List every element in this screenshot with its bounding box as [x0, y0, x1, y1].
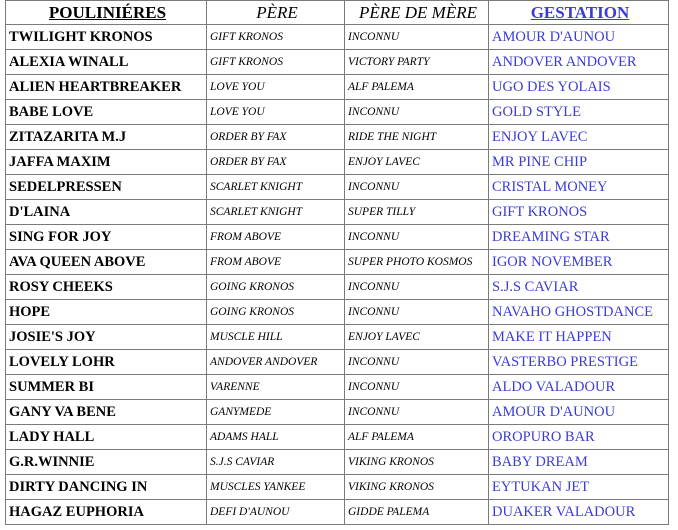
gestation-cell: MR PINE CHIP — [489, 150, 669, 175]
table-row — [6, 425, 669, 450]
sire-cell: ANDOVER ANDOVER — [207, 350, 345, 375]
mare-name-cell: G.R.WINNIE — [6, 450, 207, 475]
mare-name-cell: ALEXIA WINALL — [6, 50, 207, 75]
gestation-cell: OROPURO BAR — [489, 425, 669, 450]
mare-name-cell: TWILIGHT KRONOS — [6, 25, 207, 50]
header-row — [6, 1, 669, 25]
mare-name-cell: ZITAZARITA M.J — [6, 125, 207, 150]
table-body — [6, 25, 669, 525]
gestation-cell: GIFT KRONOS — [489, 200, 669, 225]
table-row — [6, 350, 669, 375]
table-row — [6, 475, 669, 500]
table-row — [6, 150, 669, 175]
sire-cell: GOING KRONOS — [207, 300, 345, 325]
sire-cell: SCARLET KNIGHT — [207, 175, 345, 200]
table-row — [6, 25, 669, 50]
table-row — [6, 250, 669, 275]
gestation-cell: DREAMING STAR — [489, 225, 669, 250]
header-sire: PÈRE — [207, 1, 345, 25]
gestation-cell: NAVAHO GHOSTDANCE — [489, 300, 669, 325]
mare-name-cell: SUMMER BI — [6, 375, 207, 400]
table-row — [6, 125, 669, 150]
gestation-cell: S.J.S CAVIAR — [489, 275, 669, 300]
dam-sire-cell: ENJOY LAVEC — [345, 150, 489, 175]
header-mare: POULINIÉRES — [6, 1, 207, 25]
mare-name-cell: JAFFA MAXIM — [6, 150, 207, 175]
dam-sire-cell: VIKING KRONOS — [345, 450, 489, 475]
dam-sire-cell: INCONNU — [345, 25, 489, 50]
mare-name-cell: LADY HALL — [6, 425, 207, 450]
table-row — [6, 225, 669, 250]
mare-name-cell: D'LAINA — [6, 200, 207, 225]
mare-name-cell: BABE LOVE — [6, 100, 207, 125]
mare-name-cell: HOPE — [6, 300, 207, 325]
gestation-cell: DUAKER VALADOUR — [489, 500, 669, 525]
mare-name-cell: ALIEN HEARTBREAKER — [6, 75, 207, 100]
dam-sire-cell: INCONNU — [345, 375, 489, 400]
gestation-cell: VASTERBO PRESTIGE — [489, 350, 669, 375]
dam-sire-cell: INCONNU — [345, 400, 489, 425]
sire-cell: ORDER BY FAX — [207, 125, 345, 150]
header-gestation: GESTATION — [489, 1, 669, 25]
dam-sire-cell: VIKING KRONOS — [345, 475, 489, 500]
mare-name-cell: LOVELY LOHR — [6, 350, 207, 375]
sire-cell: GIFT KRONOS — [207, 25, 345, 50]
dam-sire-cell: GIDDE PALEMA — [345, 500, 489, 525]
gestation-cell: AMOUR D'AUNOU — [489, 400, 669, 425]
sire-cell: SCARLET KNIGHT — [207, 200, 345, 225]
sire-cell: LOVE YOU — [207, 100, 345, 125]
sire-cell: MUSCLE HILL — [207, 325, 345, 350]
gestation-cell: GOLD STYLE — [489, 100, 669, 125]
table-row — [6, 275, 669, 300]
table-header — [6, 1, 669, 25]
dam-sire-cell: INCONNU — [345, 225, 489, 250]
mares-table — [5, 0, 669, 525]
table-row — [6, 450, 669, 475]
table-row — [6, 100, 669, 125]
table-row — [6, 325, 669, 350]
gestation-cell: ANDOVER ANDOVER — [489, 50, 669, 75]
mare-name-cell: HAGAZ EUPHORIA — [6, 500, 207, 525]
sire-cell: MUSCLES YANKEE — [207, 475, 345, 500]
sire-cell: FROM ABOVE — [207, 225, 345, 250]
mare-name-cell: DIRTY DANCING IN — [6, 475, 207, 500]
gestation-cell: BABY DREAM — [489, 450, 669, 475]
dam-sire-cell: SUPER PHOTO KOSMOS — [345, 250, 489, 275]
dam-sire-cell: INCONNU — [345, 100, 489, 125]
sire-cell: GANYMEDE — [207, 400, 345, 425]
sire-cell: FROM ABOVE — [207, 250, 345, 275]
dam-sire-cell: INCONNU — [345, 350, 489, 375]
dam-sire-cell: ALF PALEMA — [345, 75, 489, 100]
dam-sire-cell: INCONNU — [345, 300, 489, 325]
gestation-cell: ALDO VALADOUR — [489, 375, 669, 400]
table-row — [6, 175, 669, 200]
mare-name-cell: ROSY CHEEKS — [6, 275, 207, 300]
table-row — [6, 300, 669, 325]
table-row — [6, 500, 669, 525]
gestation-cell: ENJOY LAVEC — [489, 125, 669, 150]
table-row — [6, 50, 669, 75]
sire-cell: VARENNE — [207, 375, 345, 400]
gestation-cell: AMOUR D'AUNOU — [489, 25, 669, 50]
sire-cell: DEFI D'AUNOU — [207, 500, 345, 525]
gestation-cell: IGOR NOVEMBER — [489, 250, 669, 275]
sire-cell: ORDER BY FAX — [207, 150, 345, 175]
mare-name-cell: GANY VA BENE — [6, 400, 207, 425]
sire-cell: LOVE YOU — [207, 75, 345, 100]
table-row — [6, 375, 669, 400]
dam-sire-cell: INCONNU — [345, 175, 489, 200]
table-row — [6, 200, 669, 225]
sire-cell: GOING KRONOS — [207, 275, 345, 300]
dam-sire-cell: ENJOY LAVEC — [345, 325, 489, 350]
dam-sire-cell: VICTORY PARTY — [345, 50, 489, 75]
mare-name-cell: JOSIE'S JOY — [6, 325, 207, 350]
mare-name-cell: SING FOR JOY — [6, 225, 207, 250]
mare-name-cell: AVA QUEEN ABOVE — [6, 250, 207, 275]
gestation-cell: UGO DES YOLAIS — [489, 75, 669, 100]
table-row — [6, 400, 669, 425]
dam-sire-cell: SUPER TILLY — [345, 200, 489, 225]
header-dam-sire: PÈRE DE MÈRE — [345, 1, 489, 25]
gestation-cell: CRISTAL MONEY — [489, 175, 669, 200]
gestation-cell: MAKE IT HAPPEN — [489, 325, 669, 350]
table-row — [6, 75, 669, 100]
dam-sire-cell: RIDE THE NIGHT — [345, 125, 489, 150]
gestation-cell: EYTUKAN JET — [489, 475, 669, 500]
sire-cell: ADAMS HALL — [207, 425, 345, 450]
dam-sire-cell: ALF PALEMA — [345, 425, 489, 450]
dam-sire-cell: INCONNU — [345, 275, 489, 300]
mare-name-cell: SEDELPRESSEN — [6, 175, 207, 200]
sire-cell: GIFT KRONOS — [207, 50, 345, 75]
sire-cell: S.J.S CAVIAR — [207, 450, 345, 475]
